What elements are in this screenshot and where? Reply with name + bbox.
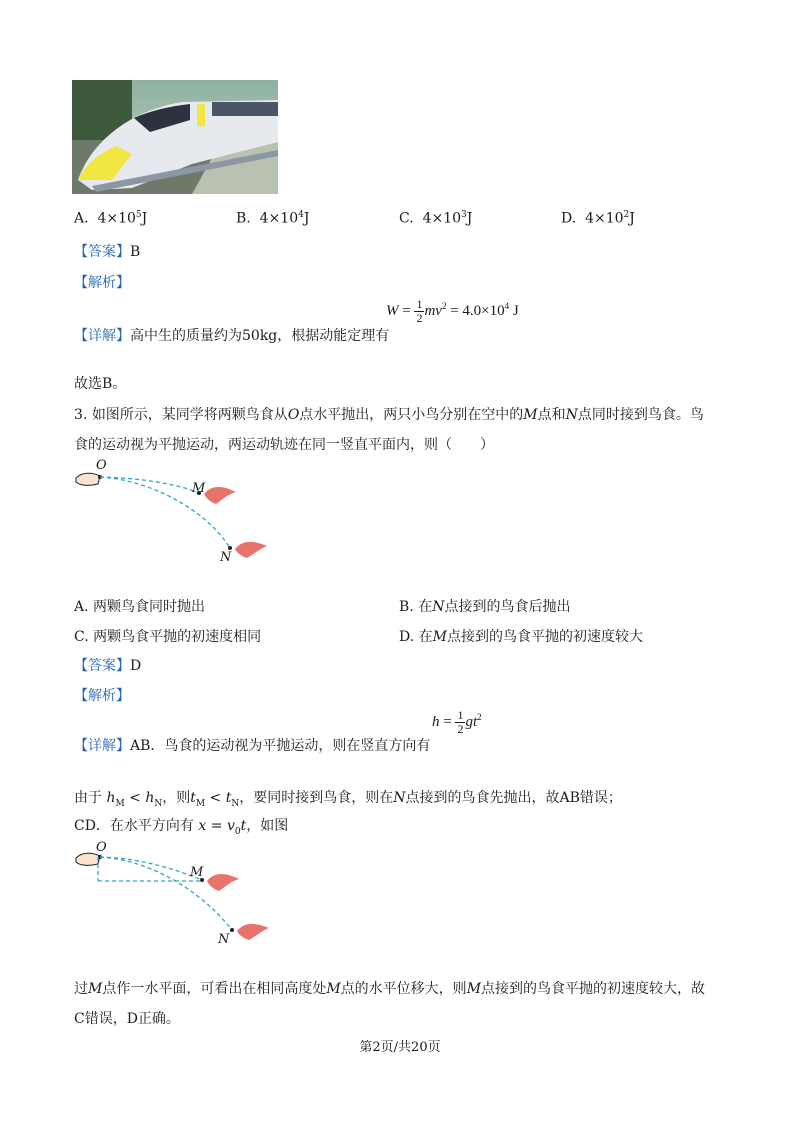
final-var: M (466, 981, 482, 997)
q3-analysis-label: 【解析】 (74, 688, 130, 704)
q3-detail (74, 735, 430, 755)
point-m-label: M (192, 481, 206, 496)
detail-label: 【详解】 (74, 738, 130, 754)
option-c: C. $4\times 10^3J$ (399, 210, 473, 227)
trajectory-figure (72, 456, 282, 576)
train-photo (72, 80, 278, 194)
final-text: 过 (74, 981, 88, 997)
stem-var: M (523, 407, 538, 423)
q2-detail (74, 325, 389, 345)
point-m-label: M (190, 865, 204, 880)
stem-var: N (565, 407, 578, 423)
stem-text: 点水平抛出，两只小鸟分别在空中的 (299, 407, 524, 423)
final-text: 点作一水平面，可看出在相同高度处 (102, 981, 327, 997)
option-d: D. $4\times 10^2J$ (561, 210, 635, 227)
reason-var: N (393, 790, 406, 806)
q3-cd-line: CD．在水平方向有 $x = v_0t$，如图 (74, 818, 289, 837)
point-o-label: O (96, 840, 107, 855)
option-text: B. 在 (399, 599, 433, 615)
option-a-label: A. (74, 210, 89, 227)
q3-option-a: A. 两颗鸟食同时抛出 (74, 599, 206, 615)
stem-text: 点和 (537, 407, 566, 423)
point-n-label: N (218, 932, 230, 947)
q3-answer (74, 655, 141, 675)
option-text: 点接到的鸟食平抛的初速度较大 (446, 629, 643, 645)
detail-text: AB．鸟食的运动视为平抛运动，则在竖直方向有 (130, 738, 431, 754)
q3-reason: 由于 $h_M < h_N$，则$t_M < t_N$，要同时接到鸟食，则在N点接到的鸟食先抛出，故AB错误； (74, 790, 622, 809)
answer-label: 【答案】 (74, 658, 130, 674)
stem-var: O (287, 407, 300, 423)
q2-answer (74, 241, 140, 261)
option-text: 点接到的鸟食后抛出 (444, 599, 571, 615)
vertical-formula: h = $\frac{1}{2}$ $gt^2$ (432, 708, 482, 736)
detail-text: 高中生的质量约为50kg，根据动能定理有 (130, 328, 390, 344)
kinetic-energy-formula: W = $\frac{1}{2}$ $mv^2 = 4.0\times 10^4$ J (386, 297, 519, 325)
option-c-label: C. (399, 210, 414, 227)
final-var: M (326, 981, 341, 997)
option-b: B. $4\times 10^4J$ (236, 210, 310, 227)
final-text: 点的水平位移大，则 (340, 981, 467, 997)
q2-analysis-label: 【解析】 (74, 275, 130, 291)
option-var: N (432, 599, 445, 615)
answer-value: B (130, 244, 141, 260)
final-text: 点接到的鸟食平抛的初速度较大，故 (481, 981, 706, 997)
option-var: M (432, 629, 447, 645)
trajectory-figure-2 (72, 842, 282, 952)
q2-conclusion: 故选B。 (74, 376, 127, 392)
option-text: D. 在 (399, 629, 433, 645)
answer-value: D (130, 658, 142, 674)
q3-stem-line2: 食的运动视为平抛运动，两运动轨迹在同一竖直平面内，则（ ） (74, 437, 494, 453)
cd-text: ，如图 (246, 818, 289, 834)
reason-text: 点接到的鸟食先抛出，故AB错误； (405, 790, 622, 806)
point-n-label: N (220, 550, 232, 565)
q3-final-line1 (74, 978, 705, 998)
final-var: M (88, 981, 103, 997)
reason-text: ，则 (162, 790, 191, 806)
q3-option-d (399, 626, 643, 646)
option-a: A. $4\times 10^5J$ (74, 210, 148, 227)
reason-text: 由于 (74, 790, 102, 806)
q3-option-b (399, 596, 570, 616)
question-number: 3. (74, 407, 88, 423)
option-d-label: D. (561, 210, 577, 227)
cd-text: CD．在水平方向有 (74, 818, 194, 834)
point-o-label: O (96, 458, 107, 473)
reason-text: ，要同时接到鸟食，则在 (239, 790, 394, 806)
q3-final-line2: C错误，D正确。 (74, 1011, 180, 1027)
option-b-label: B. (236, 210, 251, 227)
stem-text: 点同时接到鸟食。鸟 (577, 407, 704, 423)
stem-text: 如图所示，某同学将两颗鸟食从 (91, 407, 288, 423)
page-footer: 第2页/共20页 (359, 1040, 441, 1055)
q3-option-c: C. 两颗鸟食平抛的初速度相同 (74, 629, 262, 645)
detail-label: 【详解】 (74, 328, 130, 344)
q3-stem-line1 (74, 404, 704, 424)
answer-label: 【答案】 (74, 244, 130, 260)
